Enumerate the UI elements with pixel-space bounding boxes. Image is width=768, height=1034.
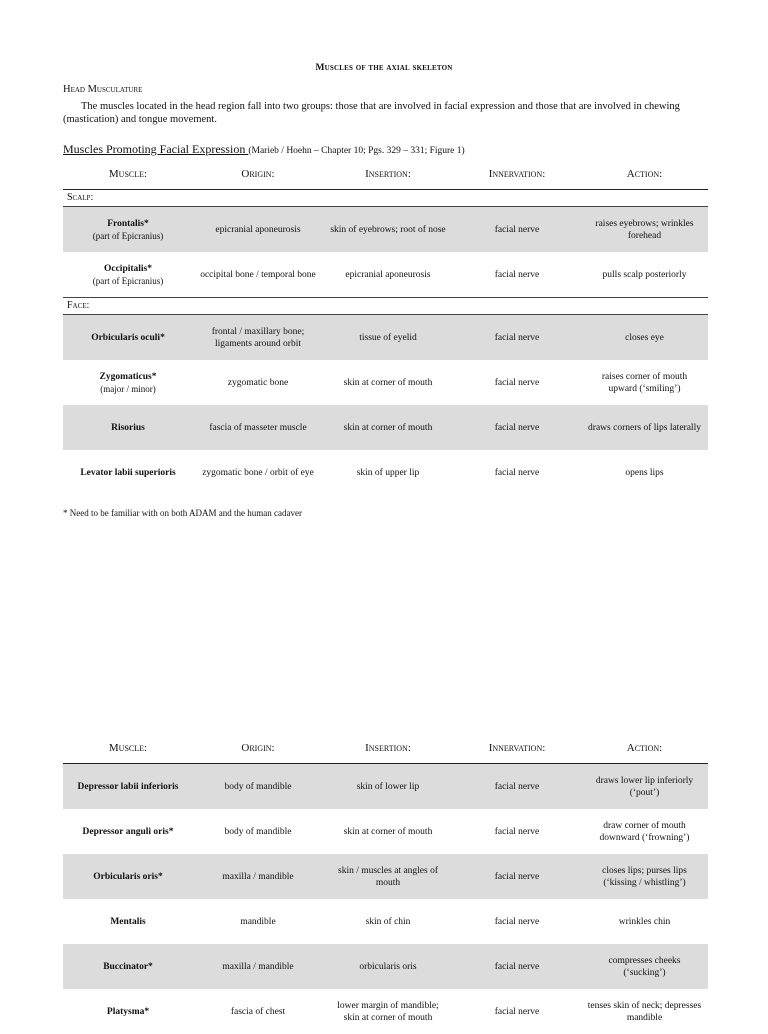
intro-paragraph xyxy=(63,100,708,126)
header-origin: Origin: xyxy=(193,733,323,764)
table-row xyxy=(63,405,708,450)
group-label: Face: xyxy=(63,298,708,315)
innervation-cell: facial nerve xyxy=(453,944,581,989)
table-row xyxy=(63,315,708,361)
muscle-name: Orbicularis oculi* xyxy=(91,332,165,343)
muscle-cell xyxy=(63,360,193,405)
muscle-name: Zygomaticus* xyxy=(99,371,157,382)
header-insertion: Insertion: xyxy=(323,159,453,190)
innervation-cell: facial nerve xyxy=(453,405,581,450)
subheading xyxy=(63,142,465,157)
innervation-cell: facial nerve xyxy=(453,315,581,361)
header-muscle: Muscle: xyxy=(63,733,193,764)
muscle-cell xyxy=(63,315,193,361)
action-cell: draws corners of lips laterally xyxy=(581,405,708,450)
innervation-cell: facial nerve xyxy=(494,916,540,927)
table-row xyxy=(63,944,708,989)
origin-cell: zygomatic bone xyxy=(227,377,289,388)
muscle-note: (part of Epicranius) xyxy=(92,275,164,286)
origin-cell: mandible xyxy=(240,916,276,927)
muscle-cell xyxy=(63,207,193,253)
origin-cell: maxilla / mandible xyxy=(193,854,323,899)
insertion-cell: skin / muscles at angles of mouth xyxy=(323,854,453,899)
innervation-cell: facial nerve xyxy=(494,269,540,280)
origin-cell: body of mandible xyxy=(193,764,323,810)
table-row xyxy=(63,854,708,899)
page-title: Muscles of the axial skeleton xyxy=(315,63,453,73)
table-row xyxy=(63,207,708,253)
origin-cell: maxilla / mandible xyxy=(193,944,323,989)
muscle-note: (part of Epicranius) xyxy=(92,230,164,241)
table-row xyxy=(63,450,708,495)
muscle-name: Buccinator* xyxy=(63,944,193,989)
action-cell: tenses skin of neck; depresses mandible xyxy=(587,1000,702,1023)
innervation-cell: facial nerve xyxy=(453,854,581,899)
facial-muscles-table-1 xyxy=(63,159,708,495)
action-cell: draw corner of mouth downward (‘frowning’) xyxy=(599,820,690,843)
origin-cell: fascia of masseter muscle xyxy=(193,405,323,450)
insertion-cell: skin of chin xyxy=(365,916,411,927)
group-row-face xyxy=(63,298,708,315)
insertion-cell: lower margin of mandible; skin at corner of mouth xyxy=(337,1000,439,1023)
origin-cell: epicranial aponeurosis xyxy=(193,207,323,253)
action-cell: closes eye xyxy=(581,315,708,361)
muscle-name: Depressor anguli oris* xyxy=(82,826,174,837)
citation: (Marieb / Hoehn – Chapter 10; Pgs. 329 – 331; Figure 1) xyxy=(248,146,465,156)
muscle-name: Levator labii superioris xyxy=(80,467,176,478)
insertion-cell: epicranial aponeurosis xyxy=(345,269,431,280)
footnote: * Need to be familiar with on both ADAM and the human cadaver xyxy=(63,508,302,518)
muscle-name: Frontalis* xyxy=(107,218,149,229)
action-cell: raises corner of mouth upward (‘smiling’) xyxy=(601,371,688,394)
insertion-cell: orbicularis oris xyxy=(323,944,453,989)
header-innervation: Innervation: xyxy=(453,159,581,190)
insertion-cell: skin at corner of mouth xyxy=(323,405,453,450)
table-row xyxy=(63,360,708,405)
header-muscle: Muscle: xyxy=(63,159,193,190)
subheading-text: Muscles Promoting Facial Expression xyxy=(63,142,249,156)
table-row xyxy=(63,252,708,298)
table-header-row xyxy=(63,733,708,764)
innervation-cell: facial nerve xyxy=(494,377,540,388)
origin-cell: frontal / maxillary bone; ligaments around orbit xyxy=(193,315,323,361)
facial-muscles-table-2 xyxy=(63,733,708,1034)
insertion-cell: skin at corner of mouth xyxy=(343,377,433,388)
origin-cell: fascia of chest xyxy=(230,1006,286,1017)
muscle-name: Depressor labii inferioris xyxy=(63,764,193,810)
intro-text: The muscles located in the head region fall into two groups: those that are involved in facial expression and those that are involved in chewing (mastication) and tongue movement. xyxy=(63,101,680,125)
action-cell: opens lips xyxy=(625,467,664,478)
table-row xyxy=(63,809,708,854)
muscle-name: Occipitalis* xyxy=(103,263,153,274)
table-row xyxy=(63,989,708,1034)
insertion-cell: skin of upper lip xyxy=(356,467,420,478)
action-cell: draws lower lip inferiorly (‘pout’) xyxy=(581,764,708,810)
action-cell: compresses cheeks (‘sucking’) xyxy=(581,944,708,989)
muscle-name: Platysma* xyxy=(106,1006,150,1017)
innervation-cell: facial nerve xyxy=(453,207,581,253)
header-insertion: Insertion: xyxy=(323,733,453,764)
origin-cell: occipital bone / temporal bone xyxy=(200,269,316,280)
origin-cell: body of mandible xyxy=(224,826,292,837)
section-heading: Head Musculature xyxy=(63,84,143,95)
action-cell: pulls scalp posteriorly xyxy=(602,269,687,280)
origin-cell: zygomatic bone / orbit of eye xyxy=(202,467,314,478)
table-header-row xyxy=(63,159,708,190)
innervation-cell: facial nerve xyxy=(494,467,540,478)
insertion-cell: skin of lower lip xyxy=(323,764,453,810)
insertion-cell: skin of eyebrows; root of nose xyxy=(323,207,453,253)
table-row xyxy=(63,899,708,944)
header-origin: Origin: xyxy=(193,159,323,190)
insertion-cell: tissue of eyelid xyxy=(323,315,453,361)
action-cell: raises eyebrows; wrinkles forehead xyxy=(581,207,708,253)
action-cell: closes lips; purses lips (‘kissing / whistling’) xyxy=(581,854,708,899)
table-row xyxy=(63,764,708,810)
header-innervation: Innervation: xyxy=(453,733,581,764)
muscle-note: (major / minor) xyxy=(100,383,156,394)
insertion-cell: skin at corner of mouth xyxy=(343,826,433,837)
muscle-cell xyxy=(63,252,193,298)
innervation-cell: facial nerve xyxy=(453,764,581,810)
innervation-cell: facial nerve xyxy=(494,826,540,837)
muscle-name: Orbicularis oris* xyxy=(63,854,193,899)
group-row-scalp xyxy=(63,190,708,207)
muscle-cell xyxy=(63,405,193,450)
action-cell: wrinkles chin xyxy=(618,916,671,927)
muscle-name: Risorius xyxy=(111,422,145,433)
muscle-cell xyxy=(63,450,193,495)
group-label: Scalp: xyxy=(63,190,708,207)
innervation-cell: facial nerve xyxy=(494,1006,540,1017)
header-action: Action: xyxy=(581,159,708,190)
header-action: Action: xyxy=(581,733,708,764)
muscle-name: Mentalis xyxy=(110,916,146,927)
